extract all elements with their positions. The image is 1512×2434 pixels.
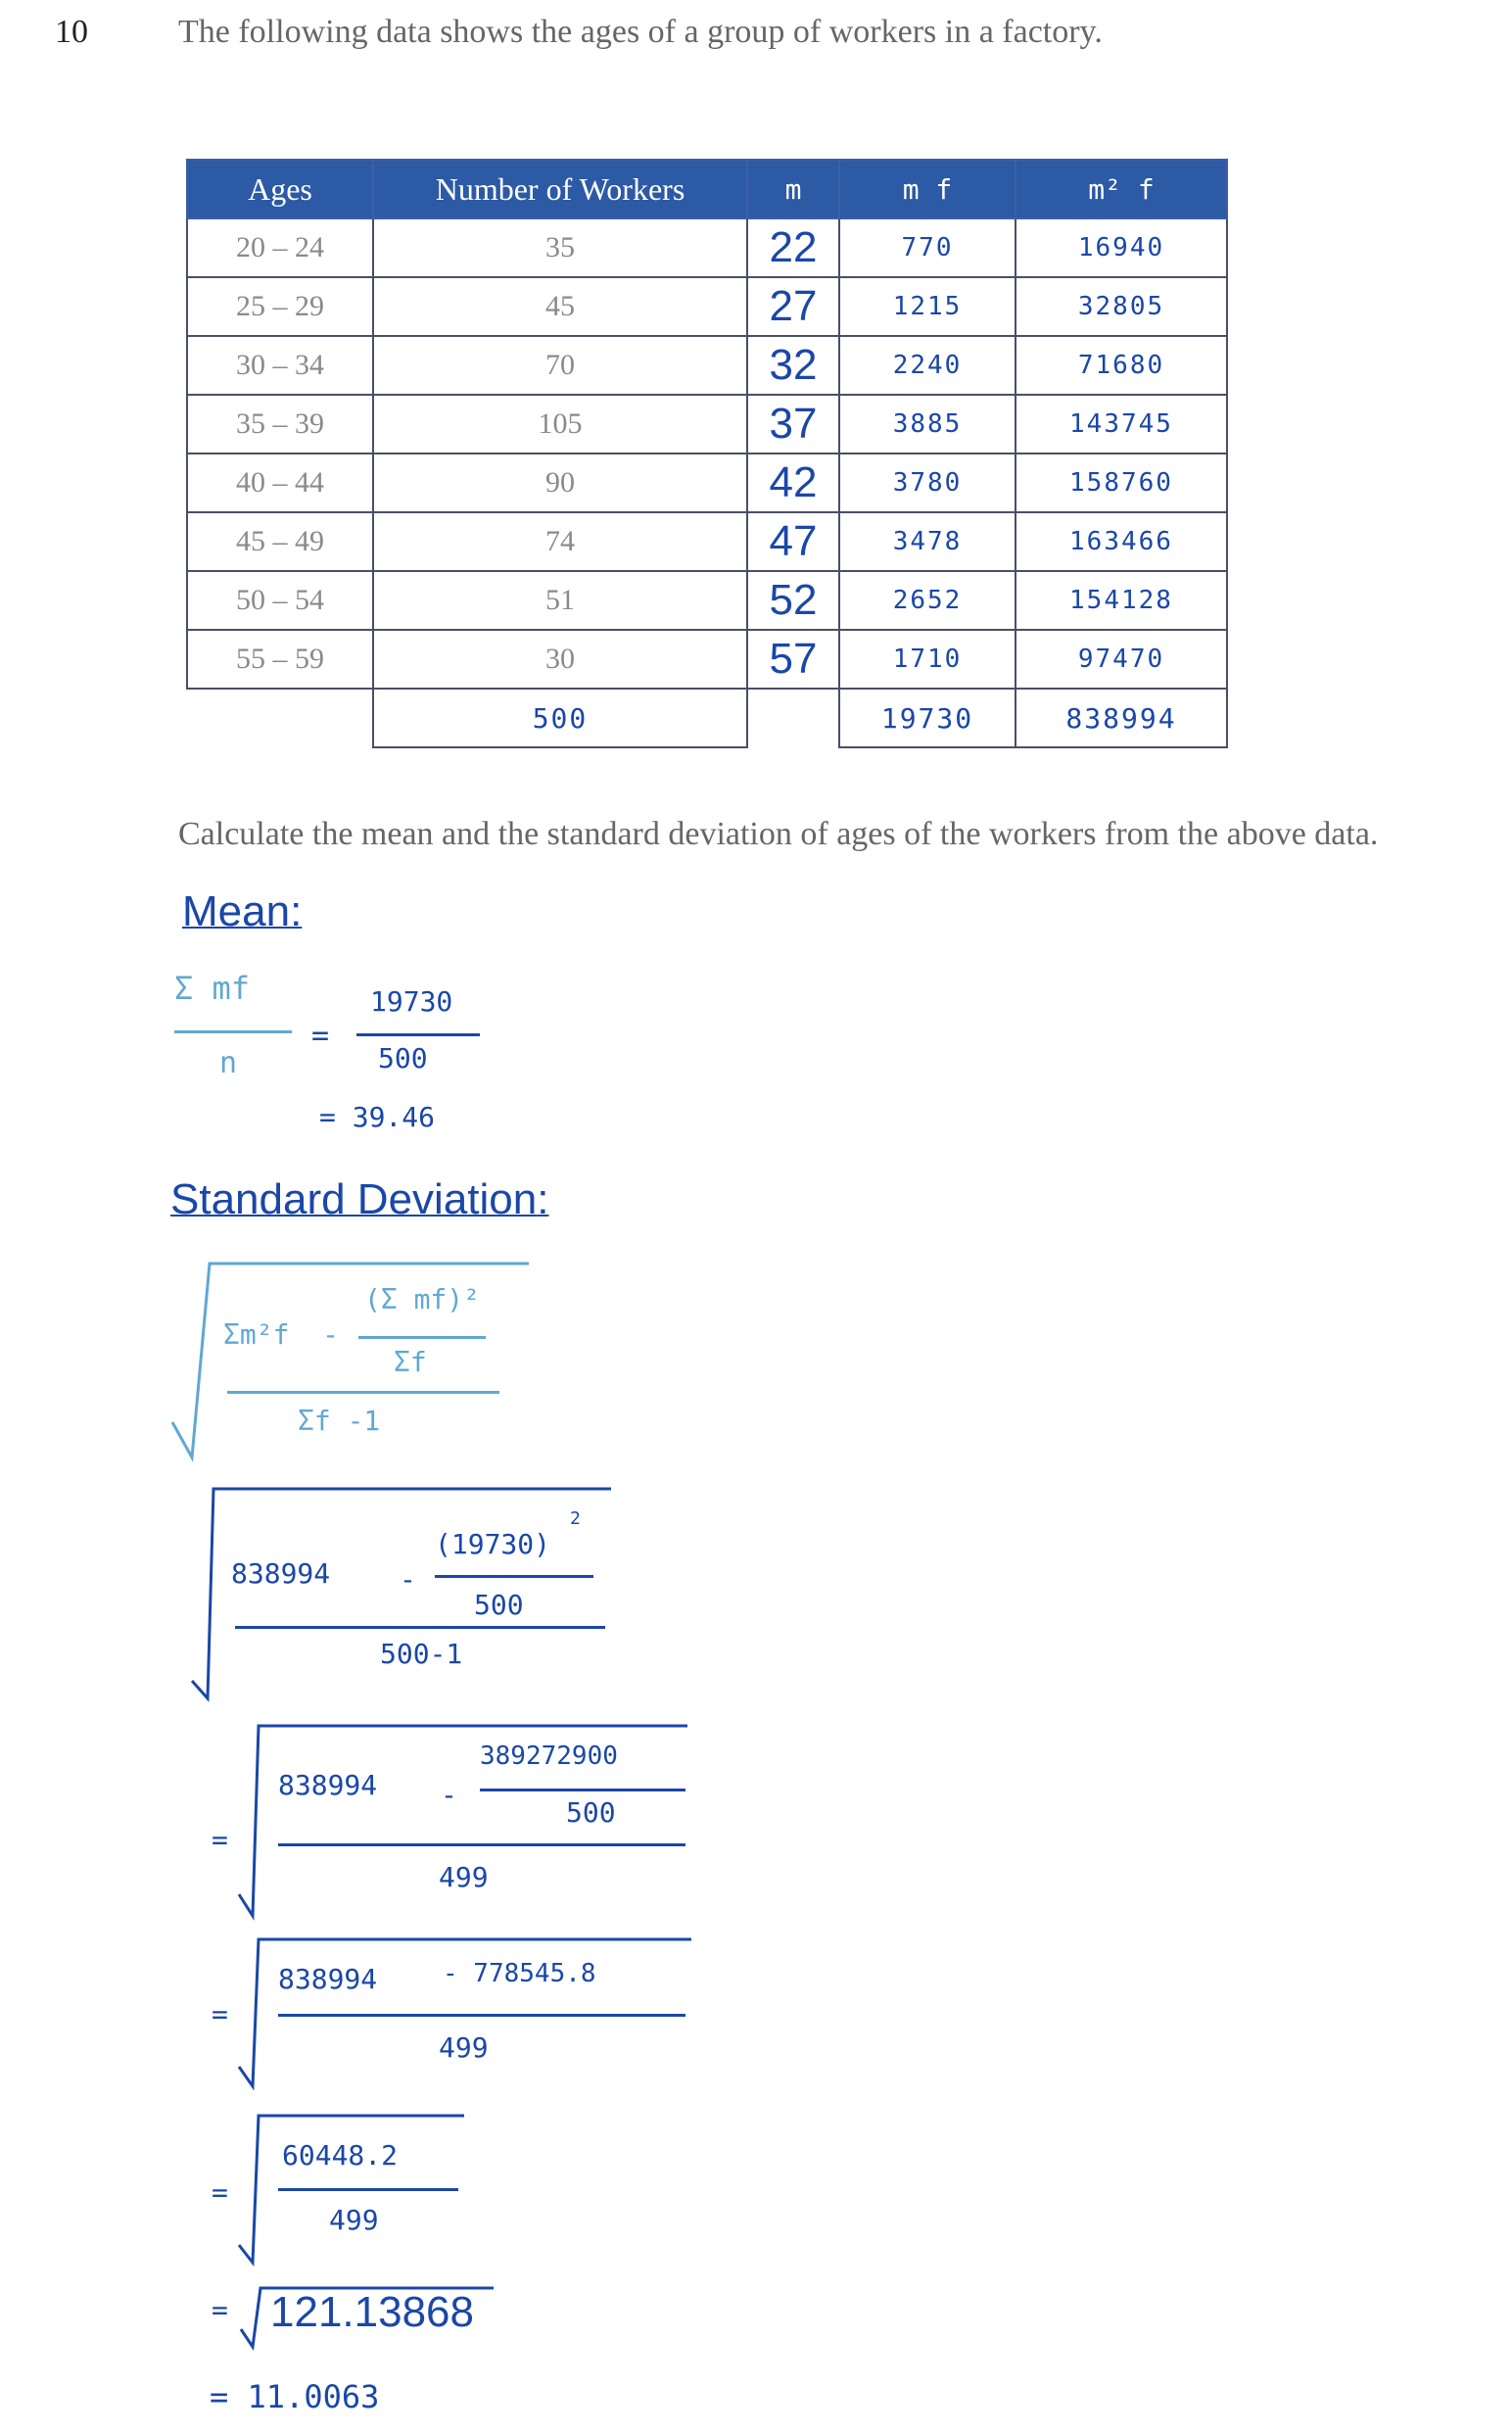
sd-step3-a: 838994	[278, 1963, 378, 1995]
sd-step1-den: 500-1	[380, 1638, 463, 1670]
cell-m: 22	[747, 218, 839, 277]
header-ages: Ages	[187, 160, 373, 218]
sd-step4-equals: =	[212, 2176, 228, 2209]
cell-m2f: 71680	[1016, 336, 1227, 395]
cell-ages: 40 – 44	[187, 453, 373, 512]
cell-m2f: 16940	[1016, 218, 1227, 277]
question-text: The following data shows the ages of a group of workers in a factory.	[178, 14, 1103, 50]
cell-m: 27	[747, 277, 839, 336]
cell-mf: 1215	[839, 277, 1016, 336]
cell-ages: 45 – 49	[187, 512, 373, 571]
cell-m2f: 163466	[1016, 512, 1227, 571]
header-workers: Number of Workers	[373, 160, 747, 218]
sd-step1-den500: 500	[474, 1589, 524, 1621]
sd-formula-sq-denominator: Σf	[394, 1346, 427, 1378]
cell-ages: 55 – 59	[187, 630, 373, 689]
sd-formula-sum-m2f: Σm²f -	[223, 1318, 340, 1351]
cell-m: 47	[747, 512, 839, 571]
mean-numerator: 19730	[370, 985, 453, 1018]
cell-mf: 3885	[839, 395, 1016, 453]
question-number: 10	[55, 14, 88, 50]
sd-step5-equals: =	[212, 2294, 228, 2326]
cell-mf: 770	[839, 218, 1016, 277]
sd-step1-exp: 2	[570, 1508, 581, 1529]
sd-step1-a: 838994	[231, 1557, 331, 1590]
sd-formula-sq-numerator: (Σ mf)²	[364, 1283, 481, 1315]
mean-formula-denominator: n	[219, 1046, 238, 1080]
cell-mf: 3780	[839, 453, 1016, 512]
sd-step2-den: 499	[439, 1861, 489, 1893]
sd-step5-value: 121.13868	[270, 2288, 474, 2336]
cell-m: 57	[747, 630, 839, 689]
cell-ages: 30 – 34	[187, 336, 373, 395]
cell-workers: 51	[373, 571, 747, 630]
sd-formula-denominator: Σf -1	[298, 1405, 381, 1437]
header-mf: m f	[839, 160, 1016, 218]
cell-m: 32	[747, 336, 839, 395]
sd-step2-den500: 500	[566, 1796, 616, 1829]
cell-workers: 45	[373, 277, 747, 336]
cell-ages: 35 – 39	[187, 395, 373, 453]
cell-workers: 70	[373, 336, 747, 395]
sd-step3-b: - 778545.8	[443, 1959, 596, 1988]
cell-m2f: 154128	[1016, 571, 1227, 630]
cell-m2f: 143745	[1016, 395, 1227, 453]
header-m: m	[747, 160, 839, 218]
mean-equals: =	[311, 1019, 330, 1053]
total-mf: 19730	[839, 689, 1016, 747]
cell-mf: 2652	[839, 571, 1016, 630]
cell-m: 42	[747, 453, 839, 512]
sd-result: = 11.0063	[210, 2378, 380, 2415]
mean-heading: Mean:	[182, 887, 303, 935]
mean-result: = 39.46	[319, 1101, 436, 1133]
cell-mf: 2240	[839, 336, 1016, 395]
cell-m2f: 32805	[1016, 277, 1227, 336]
header-m2f: m² f	[1016, 160, 1227, 218]
sd-step4-num: 60448.2	[282, 2139, 399, 2172]
sd-step3-equals: =	[212, 1998, 228, 2030]
cell-ages: 50 – 54	[187, 571, 373, 630]
sd-step2-num: 389272900	[480, 1742, 618, 1771]
cell-workers: 35	[373, 218, 747, 277]
sd-step3-den: 499	[439, 2031, 489, 2064]
sd-heading: Standard Deviation:	[170, 1175, 549, 1223]
cell-mf: 3478	[839, 512, 1016, 571]
sd-step2-minus: -	[441, 1779, 457, 1811]
sd-step2-equals: =	[212, 1824, 228, 1856]
total-m2f: 838994	[1016, 689, 1227, 747]
sd-step1-minus: -	[400, 1563, 416, 1596]
mean-denominator: 500	[378, 1042, 428, 1074]
cell-m: 37	[747, 395, 839, 453]
sd-step4-den: 499	[329, 2204, 379, 2236]
cell-workers: 105	[373, 395, 747, 453]
cell-mf: 1710	[839, 630, 1016, 689]
cell-workers: 30	[373, 630, 747, 689]
instruction-text: Calculate the mean and the standard deviation of ages of the workers from the above data.	[178, 816, 1379, 852]
cell-workers: 90	[373, 453, 747, 512]
cell-ages: 25 – 29	[187, 277, 373, 336]
mean-formula-numerator: Σ mf	[174, 970, 251, 1007]
cell-m: 52	[747, 571, 839, 630]
cell-m2f: 158760	[1016, 453, 1227, 512]
cell-workers: 74	[373, 512, 747, 571]
sd-step2-a: 838994	[278, 1769, 378, 1801]
total-workers: 500	[373, 689, 747, 747]
sd-step1-num: (19730)	[435, 1528, 551, 1560]
cell-m2f: 97470	[1016, 630, 1227, 689]
cell-ages: 20 – 24	[187, 218, 373, 277]
